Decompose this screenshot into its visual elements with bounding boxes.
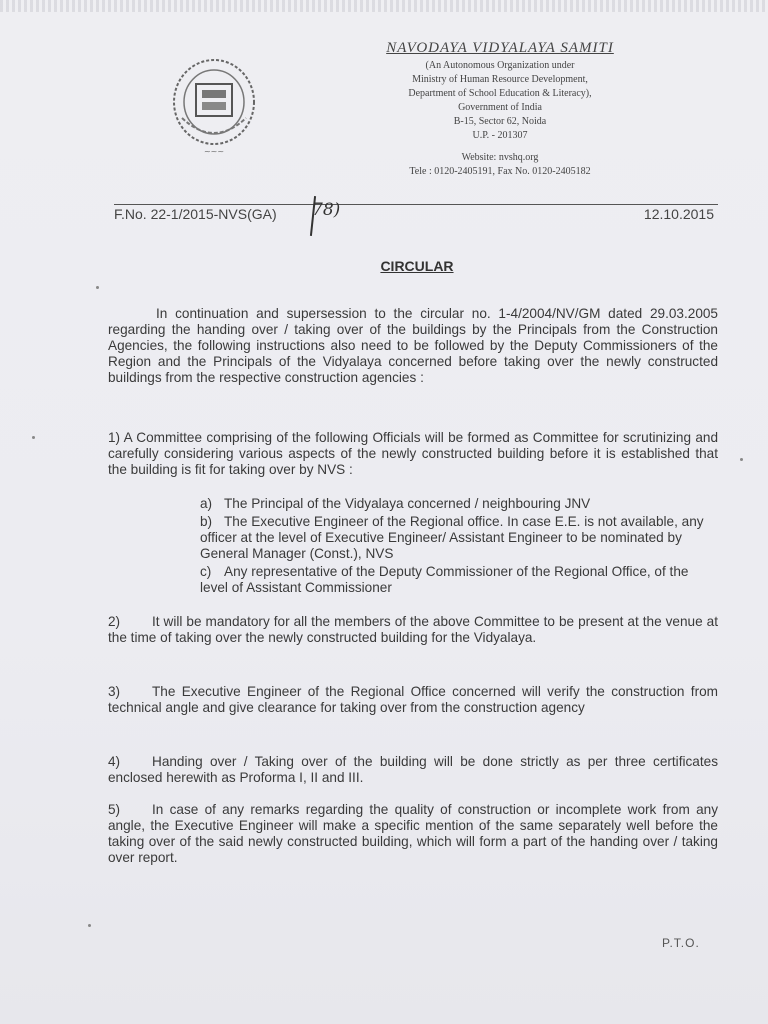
point-text: It will be mandatory for all the members of the above Committee to be present at the venue at the time of taking over the newly constructed building for the Vidyalaya. (108, 614, 718, 645)
sub-point-a (200, 496, 720, 512)
sub-point-text: The Executive Engineer of the Regional office. In case E.E. is not available, any officer at the level of Executive Engineer/ Assistant Engineer to be nominated by General Manager (Const.), NVS (200, 514, 704, 561)
sub-point-c (200, 564, 720, 596)
org-line: B-15, Sector 62, Noida (453, 116, 547, 127)
scan-speck (32, 436, 35, 439)
point-text: Handing over / Taking over of the building will be done strictly as per three certificates enclosed herewith as Proforma I, II and III. (108, 754, 718, 785)
point-number: 3) (108, 684, 121, 699)
page-turn-over: P.T.O. (662, 936, 700, 950)
svg-text:~~~: ~~~ (203, 147, 225, 156)
org-website: Website: nvshq.org (461, 152, 539, 163)
document-title: CIRCULAR (380, 258, 454, 274)
scan-edge (0, 0, 768, 12)
organization-header (370, 40, 630, 179)
point-2 (108, 614, 718, 646)
point-text: In case of any remarks regarding the quality of construction or incomplete work from any angle, the Executive Engineer will make a specific mention of the same separately well before the taking over of the said newly constructed building, which will form a part of the handing over / taking over report. (108, 802, 718, 865)
org-line: Government of India (458, 102, 542, 113)
scan-speck (96, 286, 99, 289)
file-number: F.No. 22-1/2015-NVS(GA) (114, 206, 277, 222)
nvs-emblem-logo (168, 58, 260, 158)
point-number: 4) (108, 754, 121, 769)
sub-point-b (200, 514, 720, 562)
org-line: Department of School Education & Literacy), (408, 88, 592, 99)
org-name: NAVODAYA VIDYALAYA SAMITI (386, 40, 614, 56)
intro-paragraph: In continuation and supersession to the circular no. 1-4/2004/NV/GM dated 29.03.2005 regarding the handing over / taking over of the buildings by the Principals from the Construction Agencies, the following instructions also need to be followed by the Deputy Commissioners of the Region and the Principals of the Vidyalaya concerned before taking over the newly constructed buildings from the respective construction agencies : (108, 306, 718, 385)
point-5 (108, 802, 718, 866)
sub-point-text: The Principal of the Vidyalaya concerned / neighbouring JNV (224, 496, 591, 511)
org-phone: Tele : 0120-2405191, Fax No. 0120-2405182 (409, 166, 591, 177)
header-rule (114, 204, 718, 205)
point-number: 1) (108, 430, 121, 445)
scan-speck (88, 924, 91, 927)
point-1 (108, 430, 718, 478)
point-3 (108, 684, 718, 716)
sub-point-label: a) (200, 496, 213, 511)
point-text: The Executive Engineer of the Regional Office concerned will verify the construction from technical angle and give clearance for taking over from the construction agency (108, 684, 718, 715)
sub-point-label: c) (200, 564, 212, 579)
org-line: (An Autonomous Organization under (425, 60, 575, 71)
circular-date: 12.10.2015 (643, 206, 714, 222)
org-line: U.P. - 201307 (472, 130, 528, 141)
scan-speck (740, 458, 743, 461)
handwritten-number: 78) (312, 200, 341, 220)
sub-point-label: b) (200, 514, 213, 529)
point-text: A Committee comprising of the following Officials will be formed as Committee for scrutinizing and carefully considering various aspects of the newly constructed building before it is established that the building is fit for taking over by NVS : (108, 430, 719, 477)
point-4 (108, 754, 718, 786)
org-line: Ministry of Human Resource Development, (412, 74, 588, 85)
sub-point-text: Any representative of the Deputy Commissioner of the Regional Office, of the level of Assistant Commissioner (200, 564, 689, 595)
point-number: 5) (108, 802, 121, 817)
point-number: 2) (108, 614, 121, 629)
